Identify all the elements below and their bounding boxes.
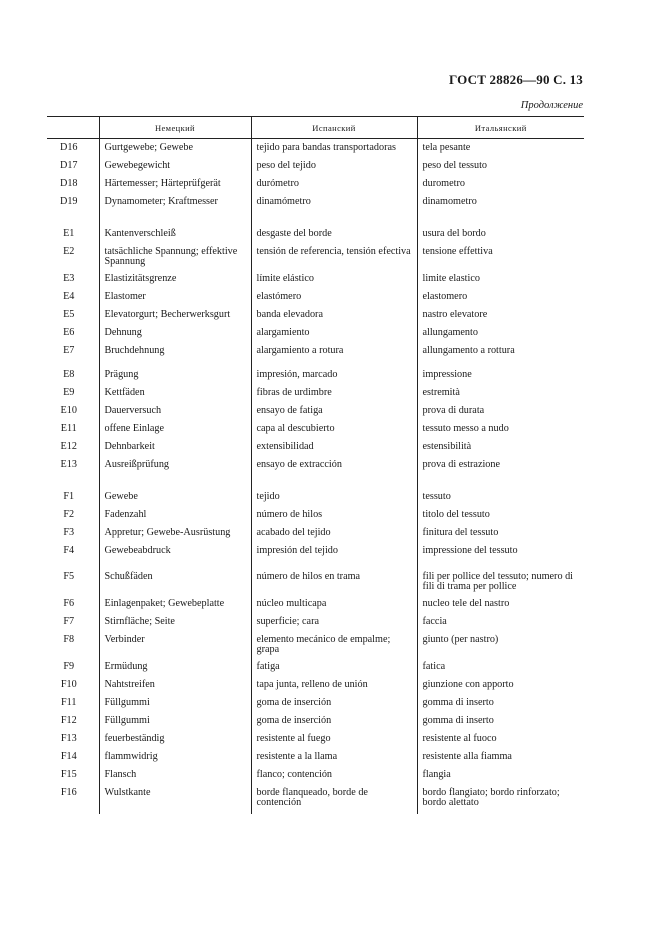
term-code: E2 [63,246,75,257]
term-german: Gewebegewicht [99,157,251,175]
table-row [47,712,584,730]
term-italian: gomma di inserto [417,712,584,730]
spacer-cell [417,560,584,568]
group-spacer [47,560,584,568]
continuation-label: Продолжение [520,100,583,111]
term-italian: fili per pollice del tessuto; numero di fili di trama per pollice [417,568,584,595]
terms-table [47,116,584,814]
term-italian: finitura del tessuto [417,524,584,542]
table-row [47,595,584,613]
column-header-spanish: Испанский [251,117,417,139]
term-code: F5 [63,571,75,582]
term-italian: titolo del tessuto [417,506,584,524]
term-german: Dehnbarkeit [99,438,251,456]
term-code: E11 [60,423,77,434]
term-spanish: número de hilos [251,506,417,524]
spacer-cell [417,211,584,225]
term-code: F12 [60,715,77,726]
table-row [47,225,584,243]
term-german: Gewebe [99,488,251,506]
term-spanish: banda elevadora [251,306,417,324]
page-header: ГОСТ 28826—90 С. 13 [449,72,583,87]
term-german: Elastomer [99,288,251,306]
term-italian: impressione [417,366,584,384]
term-german: Elastizitätsgrenze [99,270,251,288]
term-spanish: tapa junta, relleno de unión [251,676,417,694]
table-row [47,288,584,306]
term-spanish: capa al descubierto [251,420,417,438]
term-spanish: acabado del tejido [251,524,417,542]
table-row [47,568,584,595]
term-spanish: dinamómetro [251,193,417,211]
table-row [47,506,584,524]
table-row [47,694,584,712]
column-header-italian: Итальянский [417,117,584,139]
term-code: E7 [63,345,75,356]
term-german: Verbinder [99,631,251,658]
table-body [47,139,584,815]
table-row [47,748,584,766]
spacer-cell [251,474,417,488]
term-spanish: tejido [251,488,417,506]
term-italian: giunzione con apporto [417,676,584,694]
table-row [47,766,584,784]
term-spanish: tensión de referencia, tensión efectiva [251,243,417,270]
term-italian: tela pesante [417,139,584,158]
term-code: E4 [63,291,75,302]
term-german: Dynamometer; Kraftmesser [99,193,251,211]
table-row [47,420,584,438]
term-german: Wulstkante [99,784,251,814]
term-german: Härtemesser; Härteprüfgerät [99,175,251,193]
term-spanish: impresión, marcado [251,366,417,384]
group-spacer [47,211,584,225]
term-spanish: goma de inserción [251,712,417,730]
term-code: E8 [63,369,75,380]
term-code: E13 [60,459,77,470]
term-german: flammwidrig [99,748,251,766]
term-german: Gurtgewebe; Gewebe [99,139,251,158]
table-row [47,157,584,175]
term-italian: limite elastico [417,270,584,288]
table-row [47,366,584,384]
term-code: E5 [63,309,75,320]
spacer-cell [99,474,251,488]
table-header-row [47,117,584,139]
term-code: F11 [61,697,77,708]
term-italian: estremità [417,384,584,402]
table-row [47,402,584,420]
term-code: F13 [60,733,77,744]
term-italian: dinamometro [417,193,584,211]
term-german: Füllgummi [99,694,251,712]
spacer-cell [47,560,99,568]
term-code: D18 [59,178,78,189]
table-row [47,524,584,542]
term-spanish: elemento mecánico de empalme; grapa [251,631,417,658]
table-row [47,542,584,560]
term-code: F9 [63,661,75,672]
term-german: Fadenzahl [99,506,251,524]
table-row [47,613,584,631]
term-code: F6 [63,598,75,609]
term-spanish: borde flanqueado, borde de contención [251,784,417,814]
term-code: D17 [59,160,78,171]
term-german: feuerbeständig [99,730,251,748]
term-german: Ermüdung [99,658,251,676]
term-german: Nahtstreifen [99,676,251,694]
term-spanish: alargamiento a rotura [251,342,417,360]
column-header-code [47,117,99,139]
term-code: F4 [63,545,75,556]
term-code: E6 [63,327,75,338]
term-code: D19 [59,196,78,207]
table-row [47,784,584,814]
table-row [47,243,584,270]
term-code: F3 [63,527,75,538]
term-italian: prova di durata [417,402,584,420]
term-italian: durometro [417,175,584,193]
spacer-cell [99,211,251,225]
table-row [47,384,584,402]
term-spanish: extensibilidad [251,438,417,456]
term-spanish: fibras de urdimbre [251,384,417,402]
term-spanish: desgaste del borde [251,225,417,243]
term-code: F16 [60,787,77,798]
term-italian: allungamento a rottura [417,342,584,360]
term-code: E10 [60,405,77,416]
term-german: Flansch [99,766,251,784]
term-german: Kantenverschleiß [99,225,251,243]
spacer-cell [47,474,99,488]
term-spanish: tejido para bandas transportadoras [251,139,417,158]
term-german: Elevatorgurt; Becherwerksgurt [99,306,251,324]
term-italian: peso del tessuto [417,157,584,175]
term-italian: gomma di inserto [417,694,584,712]
term-spanish: fatiga [251,658,417,676]
term-spanish: impresión del tejido [251,542,417,560]
term-code: E9 [63,387,75,398]
term-spanish: resistente a la llama [251,748,417,766]
term-spanish: núcleo multicapa [251,595,417,613]
term-spanish: elastómero [251,288,417,306]
term-spanish: goma de inserción [251,694,417,712]
term-spanish: número de hilos en trama [251,568,417,595]
term-italian: flangia [417,766,584,784]
term-spanish: ensayo de fatiga [251,402,417,420]
term-italian: giunto (per nastro) [417,631,584,658]
table-row [47,456,584,474]
term-german: offene Einlage [99,420,251,438]
term-code: D16 [59,142,78,153]
term-code: F7 [63,616,75,627]
term-italian: estensibilità [417,438,584,456]
term-german: Bruchdehnung [99,342,251,360]
term-code: F1 [63,491,75,502]
term-italian: prova di estrazione [417,456,584,474]
table-row [47,488,584,506]
term-german: Dehnung [99,324,251,342]
term-german: Prägung [99,366,251,384]
term-italian: resistente alla fiamma [417,748,584,766]
term-german: Gewebeabdruck [99,542,251,560]
term-german: Appretur; Gewebe-Ausrüstung [99,524,251,542]
term-italian: usura del bordo [417,225,584,243]
term-german: Schußfäden [99,568,251,595]
spacer-cell [251,211,417,225]
term-italian: allungamento [417,324,584,342]
term-spanish: peso del tejido [251,157,417,175]
term-german: Stirnfläche; Seite [99,613,251,631]
term-italian: nucleo tele del nastro [417,595,584,613]
term-italian: nastro elevatore [417,306,584,324]
spacer-cell [417,474,584,488]
spacer-cell [251,560,417,568]
term-italian: tensione effettiva [417,243,584,270]
term-spanish: alargamiento [251,324,417,342]
table-row [47,676,584,694]
table-row [47,658,584,676]
term-italian: resistente al fuoco [417,730,584,748]
table-row [47,139,584,158]
term-italian: bordo flangiato; bordo rinforzato; bordo alettato [417,784,584,814]
term-italian: tessuto [417,488,584,506]
term-code: F15 [60,769,77,780]
term-spanish: ensayo de extracción [251,456,417,474]
table-row [47,730,584,748]
table-row [47,193,584,211]
term-code: E1 [63,228,75,239]
term-code: F14 [60,751,77,762]
column-header-german: Немецкий [99,117,251,139]
term-code: F8 [63,634,75,645]
table-row [47,324,584,342]
term-german: Ausreißprüfung [99,456,251,474]
term-italian: faccia [417,613,584,631]
table-row [47,438,584,456]
table-row [47,306,584,324]
term-code: E12 [60,441,77,452]
term-spanish: límite elástico [251,270,417,288]
table-row [47,175,584,193]
term-spanish: flanco; contención [251,766,417,784]
table-row [47,631,584,658]
term-spanish: superficie; cara [251,613,417,631]
term-german: Füllgummi [99,712,251,730]
term-code: F10 [60,679,77,690]
term-code: E3 [63,273,75,284]
term-italian: impressione del tessuto [417,542,584,560]
term-spanish: durómetro [251,175,417,193]
table-row [47,270,584,288]
term-german: tatsächliche Spannung; effektive Spannung [99,243,251,270]
group-spacer [47,474,584,488]
term-spanish: resistente al fuego [251,730,417,748]
spacer-cell [47,211,99,225]
term-italian: fatica [417,658,584,676]
term-italian: tessuto messo a nudo [417,420,584,438]
table-row [47,342,584,360]
term-german: Kettfäden [99,384,251,402]
term-german: Einlagenpaket; Gewebeplatte [99,595,251,613]
term-italian: elastomero [417,288,584,306]
term-code: F2 [63,509,75,520]
term-german: Dauerversuch [99,402,251,420]
spacer-cell [99,560,251,568]
